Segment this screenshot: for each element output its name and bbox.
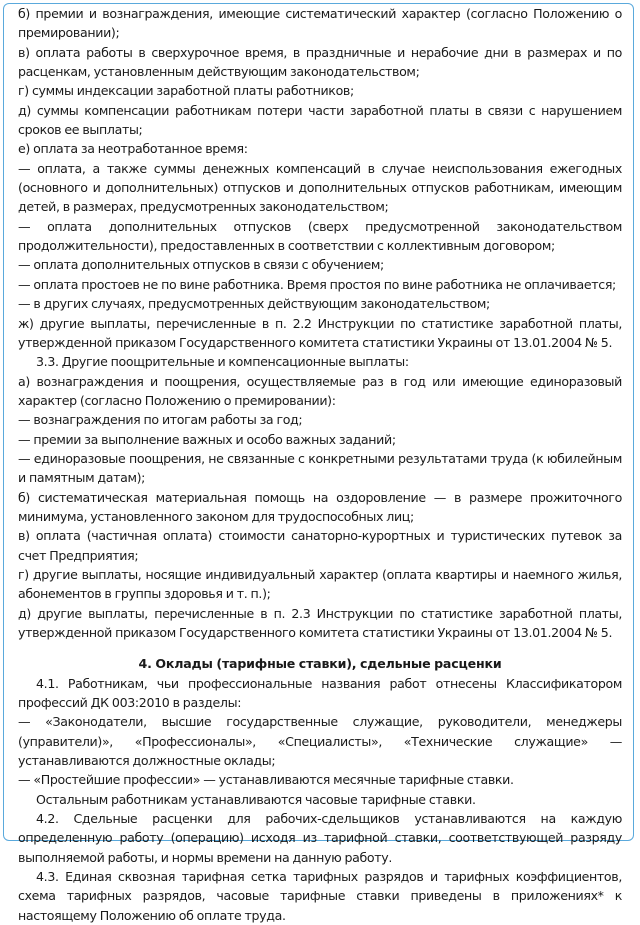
paragraph: 4.3. Единая сквозная тарифная сетка тарифных разрядов и тарифных коэффициентов, схема тарифных разрядов, часовые тарифные ставки приведены в приложениях* к настоящему Положению об оплате труда. bbox=[18, 869, 622, 923]
document-body bbox=[18, 4, 622, 925]
paragraph: — «Законодатели, высшие государственные служащие, руководители, менеджеры (управители)», «Профессионалы», «Специалисты», «Технические служащие» — устанавливаются должностные оклады; bbox=[18, 714, 622, 769]
paragraph: г) суммы индексации заработной платы работников; bbox=[18, 83, 354, 99]
section-heading: 4. Оклады (тарифные ставки), сдельные расценки bbox=[138, 656, 502, 672]
paragraph: — оплата дополнительных отпусков (сверх предусмотренной законодательством продолжительности), предоставленных в соответствии с коллективным договором; bbox=[18, 218, 622, 254]
paragraph: б) систематическая материальная помощь на оздоровление — в размере прожиточного минимума, установленного законом для трудоспособных лиц; bbox=[18, 489, 622, 524]
paragraph: б) премии и вознаграждения, имеющие систематический характер (согласно Положению о премировании); bbox=[18, 6, 622, 41]
paragraph: — в других случаях, предусмотренных действующим законодательством; bbox=[18, 296, 490, 312]
paragraph: — оплата простоев не по вине работника. Время простоя по вине работника не оплачивается; bbox=[18, 276, 616, 292]
paragraph: — оплата дополнительных отпусков в связи с обучением; bbox=[18, 257, 384, 273]
paragraph: 4.1. Работникам, чьи профессиональные названия работ отнесены Классификатором профессий ДК 003:2010 в разделы: bbox=[18, 675, 622, 711]
paragraph: а) вознаграждения и поощрения, осуществляемые раз в год или имеющие единоразовый характер (согласно Положению о премировании): bbox=[18, 373, 622, 408]
paragraph: 4.2. Сдельные расценки для рабочих-сдельщиков устанавливаются на каждую определенную работу (операцию) исходя из тарифной ставки, соответствующей разряду выполняемой работы, и нормы времени на данную работу. bbox=[18, 811, 622, 865]
paragraph: — «Простейшие профессии» — устанавливаются месячные тарифные ставки. bbox=[18, 772, 514, 788]
paragraph: — оплата, а также суммы денежных компенсаций в случае неиспользования ежегодных (основного и дополнительных) отпусков и дополнительных отпусков работникам, имеющим детей, в размерах, предусмотренных законодательством; bbox=[18, 160, 622, 215]
paragraph: — вознаграждения по итогам работы за год; bbox=[18, 412, 303, 428]
paragraph: д) суммы компенсации работникам потери части заработной платы в связи с нарушением сроков ее выплаты; bbox=[18, 102, 622, 138]
paragraph: ж) другие выплаты, перечисленные в п. 2.2 Инструкции по статистике заработной платы, утвержденной приказом Государственного комитета статистики Украины от 13.01.2004 № 5. bbox=[18, 315, 622, 350]
paragraph: в) оплата (частичная оплата) стоимости санаторно-курортных и туристических путевок за счет Предприятия; bbox=[18, 528, 622, 563]
paragraph: д) другие выплаты, перечисленные в п. 2.3 Инструкции по статистике заработной платы, утвержденной приказом Государственного комитета статистики Украины от 13.01.2004 № 5. bbox=[18, 605, 622, 640]
paragraph: Остальным работникам устанавливаются часовые тарифные ставки. bbox=[36, 791, 476, 807]
paragraph: — единоразовые поощрения, не связанные с конкретными результатами труда (к юбилейным и памятным датам); bbox=[18, 450, 622, 486]
paragraph: — премии за выполнение важных и особо важных заданий; bbox=[18, 431, 396, 447]
paragraph: е) оплата за неотработанное время: bbox=[18, 141, 248, 157]
subsection-title: 3.3. Другие поощрительные и компенсационные выплаты: bbox=[36, 354, 409, 370]
paragraph: в) оплата работы в сверхурочное время, в праздничные и нерабочие дни в размерах и по расценкам, установленным действующим законодательством; bbox=[18, 44, 622, 80]
paragraph: г) другие выплаты, носящие индивидуальный характер (оплата квартиры и наемного жилья, абонементов в группы здоровья и т. п.); bbox=[18, 566, 622, 602]
